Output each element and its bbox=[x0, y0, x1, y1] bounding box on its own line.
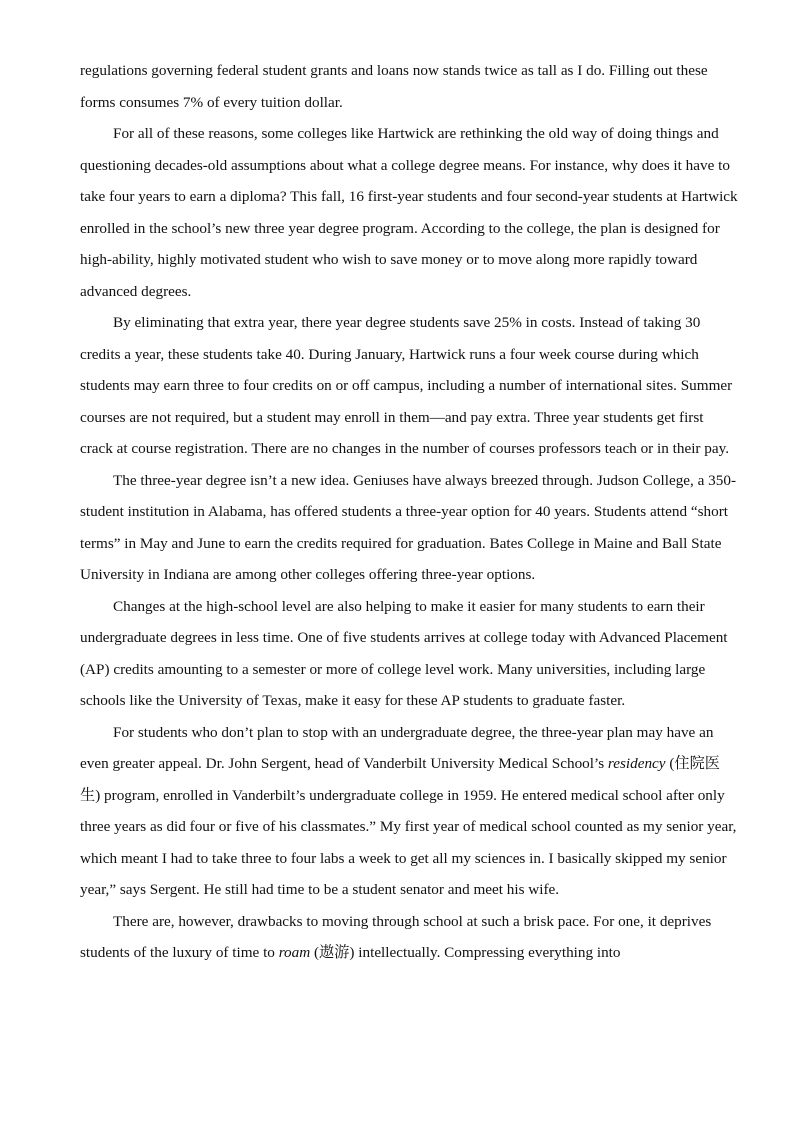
text-run: The three-year degree isn’t a new idea. Geniuses have always breezed through. Judson College, a 350-student institution in Alabama, has offered students a three-year option for 40 years. Students attend “short terms” in May and June to earn the credits required for graduation. Bates College in Maine and Ball State University in Indiana are among other colleges offering three-year options. bbox=[80, 471, 737, 583]
text-run: For all of these reasons, some colleges like Hartwick are rethinking the old way of doing things and questioning decades-old assumptions about what a college degree means. For instance, why does it have to take four years to earn a diploma? This fall, 16 first-year students and four second-year students at Hartwick enrolled in the school’s new three year degree program. According to the college, the plan is designed for high-ability, highly motivated student who wish to save money or to move along more rapidly toward advanced degrees. bbox=[80, 125, 738, 300]
text-run: (住院医生) program, enrolled in Vanderbilt’s undergraduate college in 1959. He entered medical school after only three years as did four or five of his classmates.” My first year of medical school counted as my senior year, which meant I had to take three to four labs a week to get all my sciences in. I basically skipped my senior year,” says Sergent. He still had time to be a student senator and meet his wife. bbox=[80, 755, 737, 898]
italic-term: residency bbox=[607, 755, 666, 772]
italic-term: roam bbox=[278, 944, 311, 961]
paragraph-p3 bbox=[80, 307, 740, 465]
paragraph-p7 bbox=[80, 906, 740, 969]
text-run: By eliminating that extra year, there year degree students save 25% in costs. Instead of taking 30 credits a year, these students take 40. During January, Hartwick runs a four week course during which students may earn three to four credits on or off campus, including a number of international sites. Summer courses are not required, but a student may enroll in them—and pay extra. Three year students get first crack at course registration. There are no changes in the number of courses professors teach or in their pay. bbox=[80, 314, 733, 457]
text-run: Changes at the high-school level are also helping to make it easier for many students to earn their undergraduate degrees in less time. One of five students arrives at college today with Advanced Placement (AP) credits amounting to a semester or more of college level work. Many universities, including large schools like the University of Texas, make it easy for these AP students to graduate faster. bbox=[80, 597, 728, 709]
paragraph-p4 bbox=[80, 465, 740, 591]
paragraph-p5 bbox=[80, 591, 740, 717]
article-body bbox=[80, 55, 740, 969]
text-run: There are, however, drawbacks to moving through school at such a brisk pace. For one, it deprives students of the luxury of time to bbox=[80, 912, 712, 961]
paragraph-p6 bbox=[80, 717, 740, 906]
text-run: (遨游) intellectually. Compressing everything into bbox=[310, 944, 621, 961]
paragraph-p1 bbox=[80, 55, 740, 118]
text-run: For students who don’t plan to stop with an undergraduate degree, the three-year plan may have an even greater appeal. Dr. John Sergent, head of Vanderbilt University Medical School’s bbox=[80, 723, 714, 772]
paragraph-p2 bbox=[80, 118, 740, 307]
text-run: regulations governing federal student grants and loans now stands twice as tall as I do. Filling out these forms consumes 7% of every tuition dollar. bbox=[80, 62, 708, 111]
